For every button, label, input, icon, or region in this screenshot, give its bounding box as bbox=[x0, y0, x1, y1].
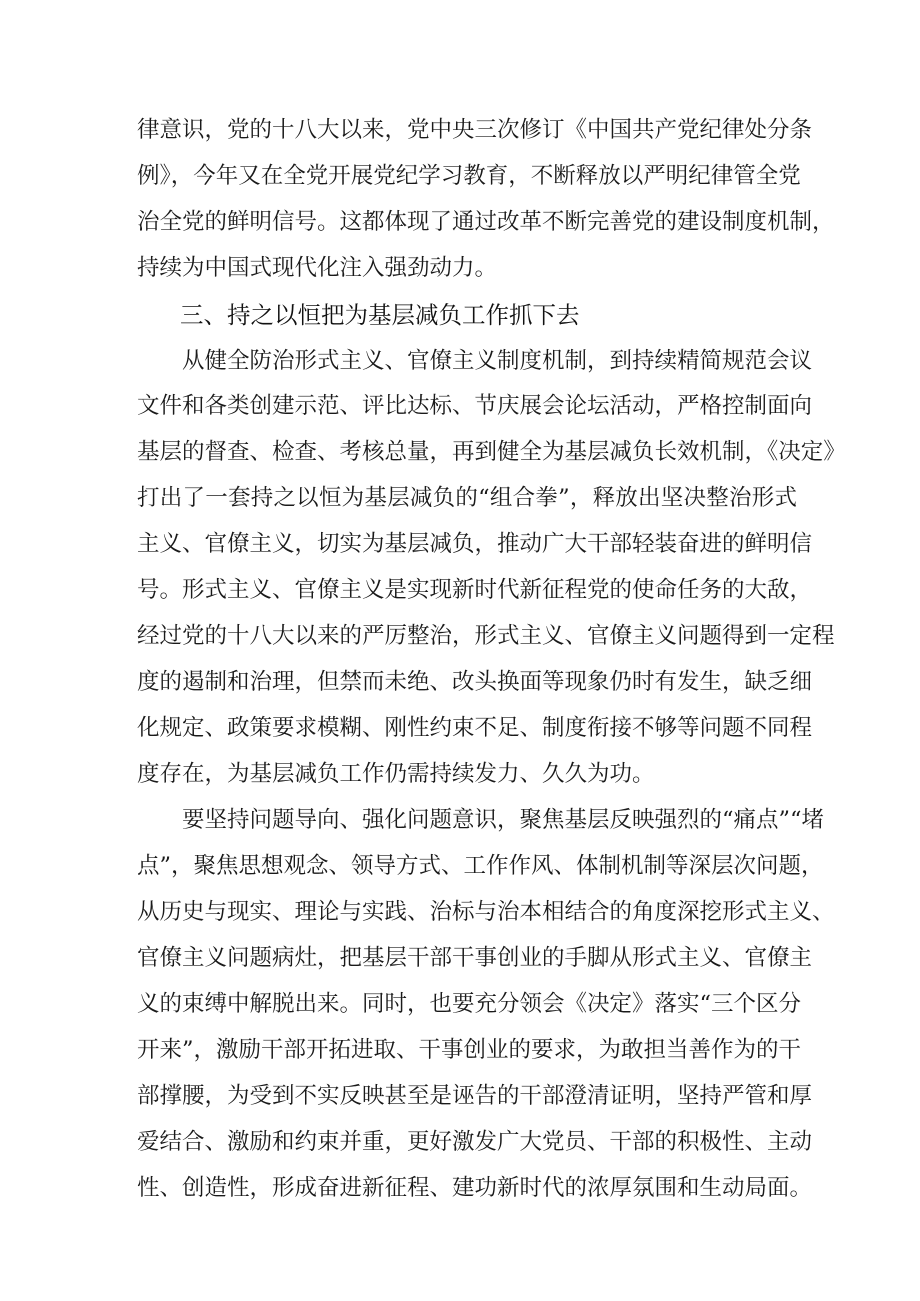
text-line: 要坚持问题导向、强化问题意识，聚焦基层反映强烈的“痛点”“堵 bbox=[182, 807, 825, 833]
text-line: 经过党的十八大以来的严厉整治，形式主义、官僚主义问题得到一定程 bbox=[137, 623, 835, 649]
text-line: 从健全防治形式主义、官僚主义制度机制，到持续精简规范会议 bbox=[182, 348, 813, 374]
text-line: 号。形式主义、官僚主义是实现新时代新征程党的使命任务的大敌， bbox=[137, 577, 813, 603]
text-line: 主义、官僚主义，切实为基层减负，推动广大干部轻装奋进的鲜明信 bbox=[137, 531, 813, 557]
text-line: 部撑腰，为受到不实反映甚至是诬告的干部澄清证明，坚持严管和厚 bbox=[137, 1083, 813, 1109]
section-heading: 三、持之以恒把为基层减负工作抓下去 bbox=[180, 301, 580, 329]
text-line: 度存在，为基层减负工作仍需持续发力、久久为功。 bbox=[137, 761, 655, 787]
text-line: 爱结合、激励和约束并重，更好激发广大党员、干部的积极性、主动 bbox=[137, 1129, 813, 1155]
text-line: 基层的督查、检查、考核总量，再到健全为基层减负长效机制，《决定》 bbox=[137, 439, 846, 465]
text-line: 性、创造性，形成奋进新征程、建功新时代的浓厚氛围和生动局面。 bbox=[137, 1175, 813, 1201]
text-line: 治全党的鲜明信号。这都体现了通过改革不断完善党的建设制度机制， bbox=[137, 209, 835, 235]
text-line: 开来”，激励干部开拓进取、干事创业的要求，为敢担当善作为的干 bbox=[137, 1037, 802, 1063]
text-line: 例》，今年又在全党开展党纪学习教育，不断释放以严明纪律管全党 bbox=[137, 163, 801, 189]
text-line: 化规定、政策要求模糊、刚性约束不足、制度衔接不够等问题不同程 bbox=[137, 715, 813, 741]
text-line: 从历史与现实、理论与实践、治标与治本相结合的角度深挖形式主义、 bbox=[137, 899, 835, 925]
text-line: 官僚主义问题病灶，把基层干部干事创业的手脚从形式主义、官僚主 bbox=[137, 945, 813, 971]
text-line: 文件和各类创建示范、评比达标、节庆展会论坛活动，严格控制面向 bbox=[137, 393, 813, 419]
text-line: 义的束缚中解脱出来。同时，也要充分领会《决定》落实“三个区分 bbox=[137, 991, 802, 1017]
text-line: 度的遏制和治理，但禁而未绝、改头换面等现象仍时有发生，缺乏细 bbox=[137, 669, 813, 695]
text-line: 打出了一套持之以恒为基层减负的“组合拳”，释放出坚决整治形式 bbox=[137, 485, 797, 511]
text-line: 点”，聚焦思想观念、领导方式、工作作风、体制机制等深层次问题， bbox=[137, 853, 824, 879]
text-line: 持续为中国式现代化注入强劲动力。 bbox=[137, 255, 498, 281]
text-line: 律意识，党的十八大以来，党中央三次修订《中国共产党纪律处分条 bbox=[137, 117, 813, 143]
